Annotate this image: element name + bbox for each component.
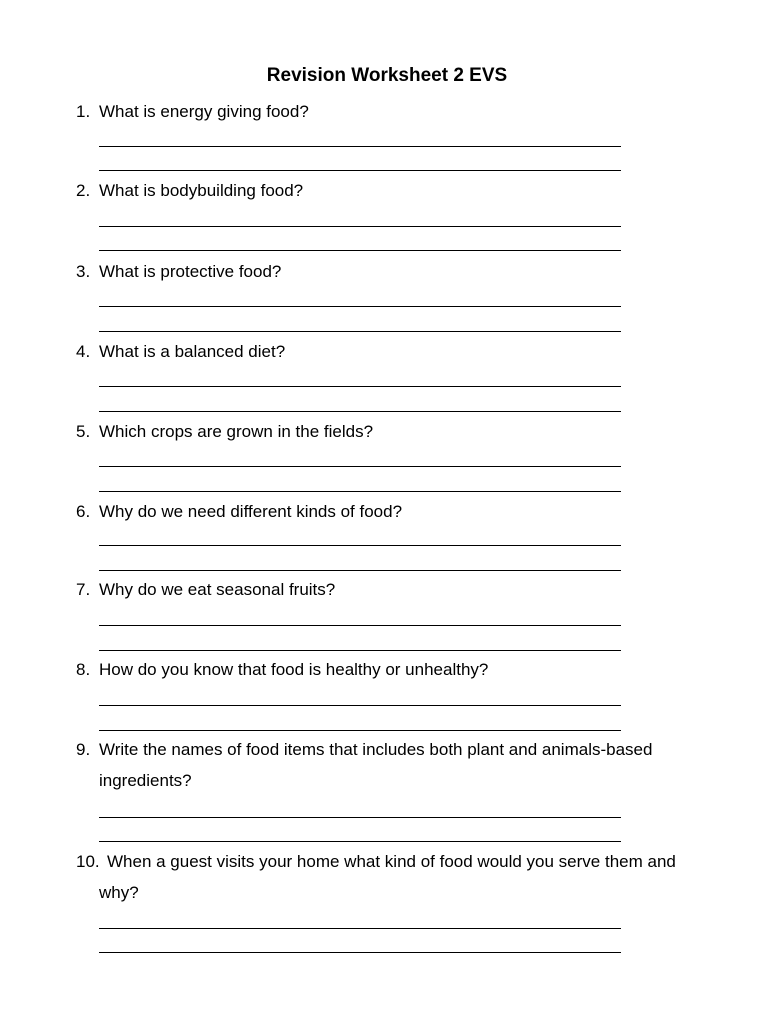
- answer-line[interactable]: [99, 817, 621, 818]
- answer-line[interactable]: [99, 705, 621, 706]
- worksheet-title: Revision Worksheet 2 EVS: [266, 65, 508, 86]
- answer-line[interactable]: [99, 250, 621, 251]
- answer-line[interactable]: [99, 730, 621, 731]
- question-number: 9.: [76, 740, 91, 759]
- question-7: [0, 574, 768, 605]
- answer-line[interactable]: [99, 545, 621, 546]
- question-9: [0, 734, 768, 796]
- answer-line[interactable]: [99, 226, 621, 227]
- answer-line[interactable]: [99, 952, 621, 953]
- question-text: What is energy giving food?: [99, 102, 309, 121]
- answer-line[interactable]: [99, 386, 621, 387]
- answer-line[interactable]: [99, 625, 621, 626]
- answer-line[interactable]: [99, 570, 621, 571]
- question-text: When a guest visits your home what kind of food would you serve them and why?: [99, 852, 676, 902]
- question-text: Why do we need different kinds of food?: [99, 502, 403, 521]
- question-text: What is a balanced diet?: [99, 342, 286, 361]
- answer-line[interactable]: [99, 170, 621, 171]
- question-text: How do you know that food is healthy or unhealthy?: [99, 660, 489, 679]
- question-10: [0, 846, 768, 908]
- question-number: 3.: [76, 262, 91, 281]
- answer-line[interactable]: [99, 491, 621, 492]
- answer-line[interactable]: [99, 411, 621, 412]
- answer-line[interactable]: [99, 650, 621, 651]
- answer-line[interactable]: [99, 331, 621, 332]
- question-text: Which crops are grown in the fields?: [99, 422, 374, 441]
- question-text: Write the names of food items that includes both plant and animals-based ingredients?: [99, 740, 653, 790]
- question-6: [0, 496, 768, 527]
- question-8: [0, 654, 768, 685]
- question-text: What is bodybuilding food?: [99, 181, 304, 200]
- question-number: 7.: [76, 580, 91, 599]
- question-number: 8.: [76, 660, 91, 679]
- question-text: What is protective food?: [99, 262, 282, 281]
- question-number: 2.: [76, 181, 91, 200]
- answer-line[interactable]: [99, 466, 621, 467]
- question-5: [0, 416, 768, 447]
- question-2: [0, 175, 768, 206]
- question-number: 10.: [76, 852, 100, 871]
- answer-line[interactable]: [99, 841, 621, 842]
- question-text: Why do we eat seasonal fruits?: [99, 580, 336, 599]
- question-number: 1.: [76, 102, 91, 121]
- answer-line[interactable]: [99, 146, 621, 147]
- answer-line[interactable]: [99, 928, 621, 929]
- question-number: 6.: [76, 502, 91, 521]
- question-1: [0, 96, 768, 127]
- answer-line[interactable]: [99, 306, 621, 307]
- question-number: 4.: [76, 342, 91, 361]
- question-number: 5.: [76, 422, 91, 441]
- question-3: [0, 256, 768, 287]
- question-4: [0, 336, 768, 367]
